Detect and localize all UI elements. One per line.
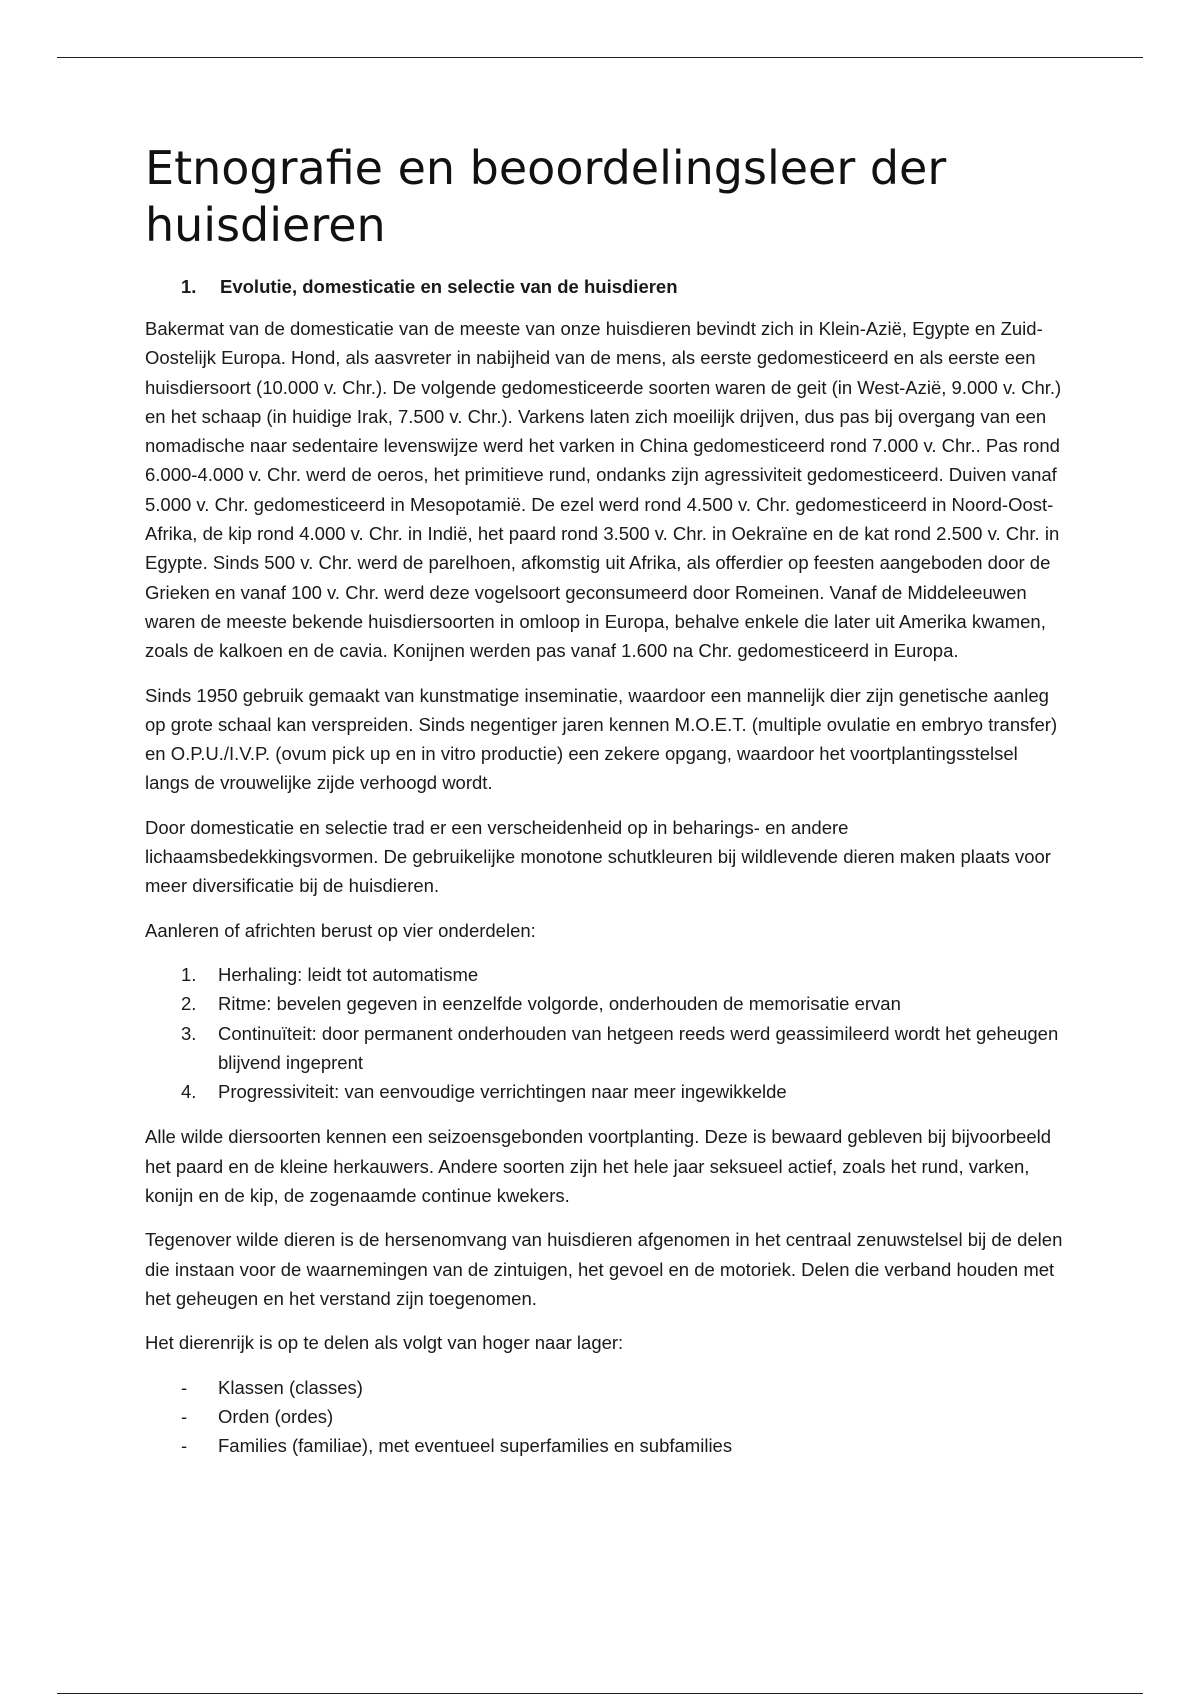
section-number: 1. <box>181 276 197 297</box>
list-item-text: Orden (ordes) <box>218 1405 334 1427</box>
list-item-text: Klassen (classes) <box>218 1376 363 1398</box>
paragraph-training-intro: Aanleren of africhten berust op vier onderdelen: <box>145 919 536 941</box>
document-body <box>145 140 1065 1476</box>
list-item-text: Ritme: bevelen gegeven in eenzelfde volgorde, onderhouden de memorisatie ervan <box>218 993 901 1015</box>
list-item <box>145 1402 1065 1431</box>
paragraph-taxonomy-intro: Het dierenrijk is op te delen als volgt van hoger naar lager: <box>145 1332 624 1354</box>
paragraph-seasonal-breeding: Alle wilde diersoorten kennen een seizoensgebonden voortplanting. Deze is bewaard gebleven bij bijvoorbeeld het paard en de kleine herkauwers. Andere soorten zijn het hele jaar seksueel actief, zoals het rund, varken, konijn en de kip, de zogenaamde continue kwekers. <box>145 1126 1052 1207</box>
list-marker: 1. <box>181 963 197 985</box>
list-marker: - <box>181 1435 188 1457</box>
list-item <box>145 1431 1065 1460</box>
list-marker: 4. <box>181 1081 197 1103</box>
list-item-text: Continuïteit: door permanent onderhouden van hetgeen reeds werd geassimileerd wordt het geheugen blijvend ingeprent <box>218 1022 1059 1073</box>
list-marker: 3. <box>181 1022 197 1044</box>
paragraph-insemination: Sinds 1950 gebruik gemaakt van kunstmatige inseminatie, waardoor een mannelijk dier zijn genetische aanleg op grote schaal kan verspreiden. Sinds negentiger jaren kennen M.O.E.T. (multiple ovulatie en embryo transfer) en O.P.U./I.V.P. (ovum pick up en in vitro productie) een zekere opgang, waardoor het voortplantingsstelsel langs de vrouwelijke zijde verhoogd wordt. <box>145 684 1058 794</box>
paragraph-domestication-history: Bakermat van de domesticatie van de meeste van onze huisdieren bevindt zich in Klein-Azië, Egypte en Zuid-Oostelijk Europa. Hond, als aasvreter in nabijheid van de mens, als eerste gedomesticeerd en als eerste een huisdiersoort (10.000 v. Chr.). De volgende gedomesticeerde soorten waren de geit (in West-Azië, 9.000 v. Chr.) en het schaap (in huidige Irak, 7.500 v. Chr.). Varkens laten zich moeilijk drijven, dus pas bij overgang van een nomadische naar sedentaire levenswijze werd het varken in China gedomesticeerd rond 7.000 v. Chr.. Pas rond 6.000-4.000 v. Chr. werd de oeros, het primitieve rund, ondanks zijn agressiviteit gedomesticeerd. Duiven vanaf 5.000 v. Chr. gedomesticeerd in Mesopotamië. De ezel werd rond 4.500 v. Chr. gedomesticeerd in Noord-Oost-Afrika, de kip rond 4.000 v. Chr. in Indië, het paard rond 3.500 v. Chr. in Oekraïne en de kat rond 2.500 v. Chr. in Egypte. Sinds 500 v. Chr. werd de parelhoen, afkomstig uit Afrika, als offerdier op feesten aangeboden door de Grieken en vanaf 100 v. Chr. werd deze vogelsoort geconsumeerd door Romeinen. Vanaf de Middeleeuwen waren de meeste bekende huisdiersoorten in omloop in Europa, behalve enkele die later uit Amerika kwamen, zoals de kalkoen en de cavia. Konijnen werden pas vanaf 1.600 na Chr. gedomesticeerd in Europa. <box>145 318 1062 662</box>
section-heading-text: Evolutie, domesticatie en selectie van de huisdieren <box>220 276 678 297</box>
section-heading <box>145 274 1065 300</box>
paragraph-coat-diversity: Door domesticatie en selectie trad er een verscheidenheid op in beharings- en andere lichaamsbedekkingsvormen. De gebruikelijke monotone schutkleuren bij wildlevende dieren maken plaats voor meer diversificatie bij de huisdieren. <box>145 816 1051 897</box>
list-item-text: Families (familiae), met eventueel superfamilies en subfamilies <box>218 1435 733 1457</box>
bottom-rule <box>57 1693 1143 1694</box>
list-item <box>145 1077 1065 1106</box>
list-item-text: Herhaling: leidt tot automatisme <box>218 963 479 985</box>
list-marker: - <box>181 1376 188 1398</box>
taxonomy-dash-list <box>145 1373 1065 1461</box>
list-marker: 2. <box>181 993 197 1015</box>
top-rule <box>57 57 1143 58</box>
list-item <box>145 1373 1065 1402</box>
list-item-text: Progressiviteit: van eenvoudige verrichtingen naar meer ingewikkelde <box>218 1081 787 1103</box>
list-marker: - <box>181 1405 188 1427</box>
training-numbered-list <box>145 960 1065 1106</box>
list-item <box>145 989 1065 1018</box>
paragraph-brain-size: Tegenover wilde dieren is de hersenomvang van huisdieren afgenomen in het centraal zenuwstelsel bij de delen die instaan voor de waarnemingen van de zintuigen, het gevoel en de motoriek. Delen die verband houden met het geheugen en het verstand zijn toegenomen. <box>145 1229 1063 1309</box>
list-item <box>145 960 1065 989</box>
list-item <box>145 1019 1065 1078</box>
document-title: Etnografie en beoordelingsleer der huisdieren <box>145 141 947 252</box>
